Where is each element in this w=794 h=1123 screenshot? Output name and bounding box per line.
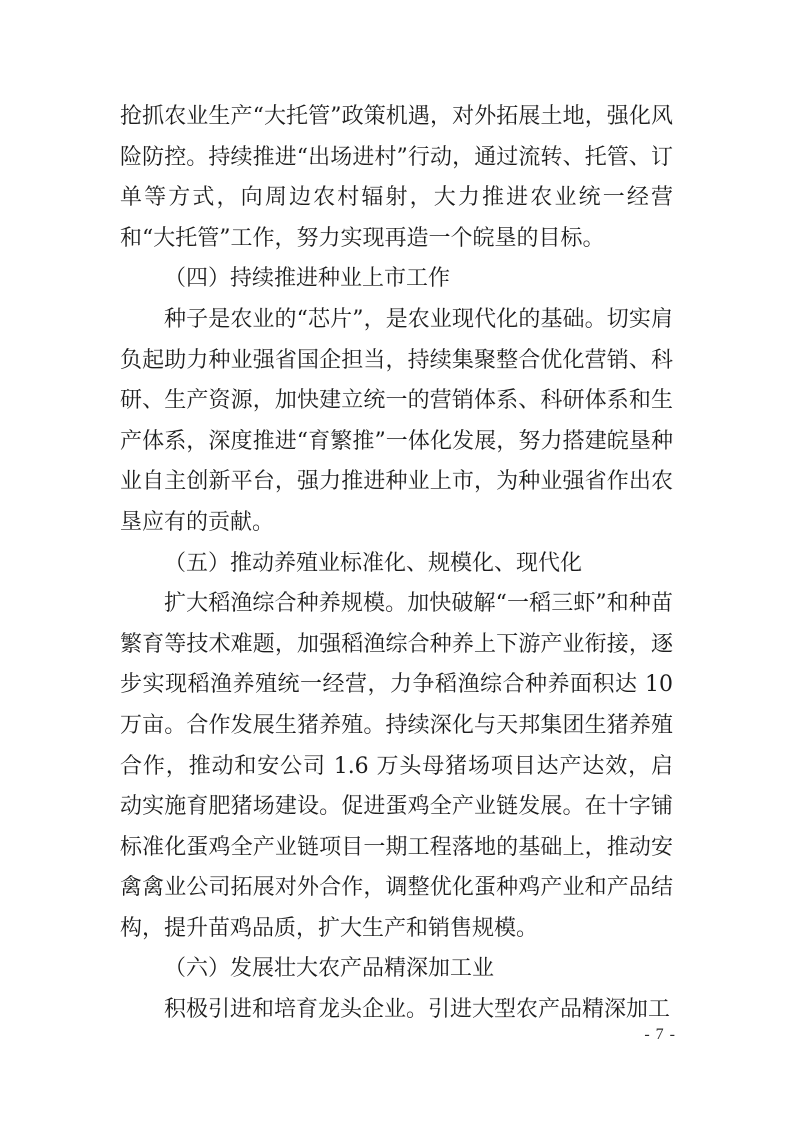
section-heading: （六）发展壮大农产品精深加工业 bbox=[164, 956, 495, 982]
body-paragraph: 积极引进和培育龙头企业。引进大型农产品精深加工 bbox=[164, 997, 671, 1023]
body-paragraph: 抢抓农业生产“大托管”政策机遇，对外拓展土地，强化风险防控。持续推进“出场进村”行动，通过流转、托管、订单等方式，向周边农村辐射，大力推进农业统一经营和“大托管”工作，努力实现再造一个皖垦的目标。 bbox=[120, 104, 673, 251]
document-body bbox=[120, 97, 673, 1031]
section-heading: （五）推动养殖业标准化、规模化、现代化 bbox=[164, 550, 583, 576]
body-paragraph: 扩大稻渔综合种养规模。加快破解“一稻三虾”和种苗繁育等技术难题，加强稻渔综合种养上下游产业衔接，逐步实现稻渔养殖统一经营，力争稻渔综合种养面积达 10 万亩。合作发展生猪养殖。持续深化与天邦集团生猪养殖合作，推动和安公司 1.6 万头母猪场项目达产达效，启动实施育肥猪场建设。促进蛋鸡全产业链发展。在十字铺标准化蛋鸡全产业链项目一期工程落地的基础上，推动安禽禽业公司拓展对外合作，调整优化蛋种鸡产业和产品结构，提升苗鸡品质，扩大生产和销售规模。 bbox=[120, 591, 673, 941]
section-heading: （四）持续推进种业上市工作 bbox=[164, 266, 451, 292]
body-paragraph: 种子是农业的“芯片”，是农业现代化的基础。切实肩负起助力种业强省国企担当，持续集聚整合优化营销、科研、生产资源，加快建立统一的营销体系、科研体系和生产体系，深度推进“育繁推”一体化发展，努力搭建皖垦种业自主创新平台，强力推进种业上市，为种业强省作出农垦应有的贡献。 bbox=[120, 306, 673, 535]
page-number: - 7 - bbox=[644, 1026, 676, 1043]
